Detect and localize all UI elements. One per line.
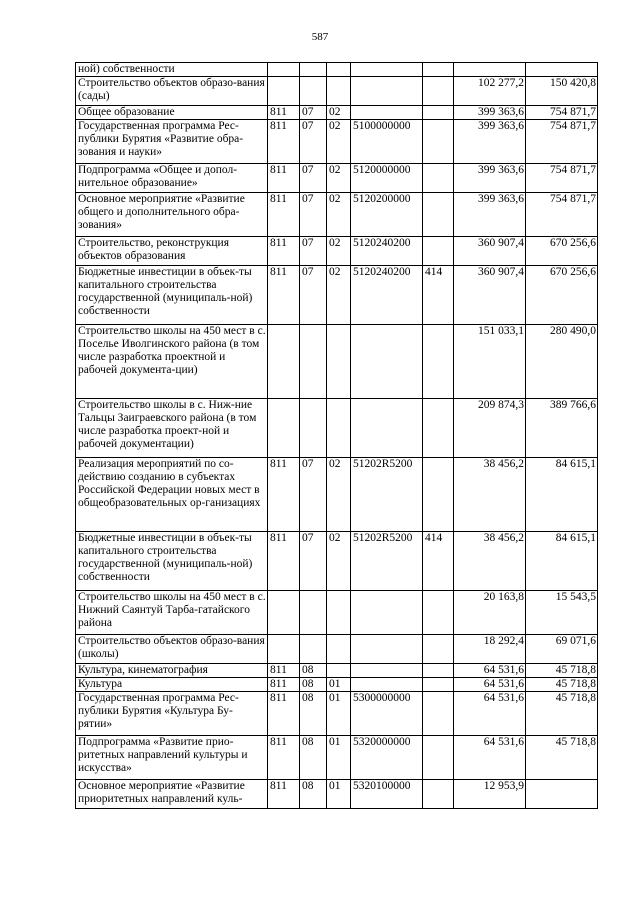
section-code: 07 bbox=[300, 193, 327, 237]
subsection-code: 02 bbox=[327, 164, 351, 193]
item-name: Реализация мероприятий по со-действию созданию в субъектах Российской Федерации новых мест в общеобразовательных ор-ганизациях bbox=[76, 458, 268, 532]
item-name: Строительство, реконструкция объектов образования bbox=[76, 237, 268, 266]
amount-year-1: 399 363,6 bbox=[454, 106, 526, 120]
target-article-code: 5320100000 bbox=[351, 780, 423, 809]
item-name: Подпрограмма «Развитие прио-ритетных направлений культуры и искусства» bbox=[76, 736, 268, 780]
ministry-code bbox=[268, 325, 300, 399]
section-code: 08 bbox=[300, 678, 327, 692]
target-article-code bbox=[351, 63, 423, 77]
section-code bbox=[300, 635, 327, 664]
ministry-code: 811 bbox=[268, 193, 300, 237]
subsection-code: 02 bbox=[327, 266, 351, 325]
item-name: Бюджетные инвестиции в объек-ты капитального строительства государственной (муниципаль-ной) собственности bbox=[76, 532, 268, 591]
target-article-code bbox=[351, 635, 423, 664]
amount-year-2: 45 718,8 bbox=[526, 736, 598, 780]
section-code: 07 bbox=[300, 458, 327, 532]
amount-year-1: 360 907,4 bbox=[454, 266, 526, 325]
table-row bbox=[76, 458, 598, 532]
item-name: Государственная программа Рес-публики Бурятия «Развитие обра-зования и науки» bbox=[76, 120, 268, 164]
subsection-code bbox=[327, 635, 351, 664]
expense-type-code: 414 bbox=[423, 266, 454, 325]
section-code: 07 bbox=[300, 237, 327, 266]
item-name: Основное мероприятие «Развитие общего и дополнительного обра-зования» bbox=[76, 193, 268, 237]
section-code: 08 bbox=[300, 664, 327, 678]
table-row bbox=[76, 193, 598, 237]
amount-year-1: 12 953,9 bbox=[454, 780, 526, 809]
table-row bbox=[76, 780, 598, 809]
ministry-code: 811 bbox=[268, 664, 300, 678]
table-row bbox=[76, 120, 598, 164]
section-code bbox=[300, 77, 327, 106]
subsection-code: 02 bbox=[327, 106, 351, 120]
ministry-code bbox=[268, 63, 300, 77]
target-article-code bbox=[351, 325, 423, 399]
item-name: Культура bbox=[76, 678, 268, 692]
item-name: Строительство школы на 450 мест в с. Поселье Иволгинского района (в том числе разработка проектной и рабочей документа-ции) bbox=[76, 325, 268, 399]
amount-year-1: 64 531,6 bbox=[454, 736, 526, 780]
subsection-code: 02 bbox=[327, 120, 351, 164]
amount-year-2: 754 871,7 bbox=[526, 164, 598, 193]
subsection-code: 01 bbox=[327, 780, 351, 809]
amount-year-2: 15 543,5 bbox=[526, 591, 598, 635]
section-code: 07 bbox=[300, 120, 327, 164]
ministry-code: 811 bbox=[268, 164, 300, 193]
ministry-code: 811 bbox=[268, 120, 300, 164]
expense-type-code bbox=[423, 591, 454, 635]
table-row bbox=[76, 736, 598, 780]
table-row bbox=[76, 266, 598, 325]
amount-year-2: 754 871,7 bbox=[526, 193, 598, 237]
target-article-code bbox=[351, 591, 423, 635]
expense-type-code bbox=[423, 458, 454, 532]
item-name: Строительство школы в с. Ниж-ние Тальцы Заиграевского района (в том числе разработка проект-ной и рабочей документации) bbox=[76, 399, 268, 458]
section-code bbox=[300, 63, 327, 77]
ministry-code bbox=[268, 635, 300, 664]
amount-year-2: 389 766,6 bbox=[526, 399, 598, 458]
expense-type-code bbox=[423, 736, 454, 780]
subsection-code bbox=[327, 591, 351, 635]
table-row bbox=[76, 164, 598, 193]
amount-year-1: 399 363,6 bbox=[454, 164, 526, 193]
amount-year-2: 84 615,1 bbox=[526, 458, 598, 532]
subsection-code: 01 bbox=[327, 692, 351, 736]
target-article-code: 5300000000 bbox=[351, 692, 423, 736]
amount-year-1: 399 363,6 bbox=[454, 120, 526, 164]
section-code: 08 bbox=[300, 736, 327, 780]
amount-year-2: 69 071,6 bbox=[526, 635, 598, 664]
table-row bbox=[76, 532, 598, 591]
expense-type-code bbox=[423, 664, 454, 678]
amount-year-2: 45 718,8 bbox=[526, 664, 598, 678]
amount-year-2 bbox=[526, 780, 598, 809]
subsection-code bbox=[327, 63, 351, 77]
table-row bbox=[76, 63, 598, 77]
amount-year-1: 102 277,2 bbox=[454, 77, 526, 106]
target-article-code: 51202R5200 bbox=[351, 532, 423, 591]
expense-type-code bbox=[423, 193, 454, 237]
expense-type-code bbox=[423, 63, 454, 77]
table-row bbox=[76, 399, 598, 458]
amount-year-2: 670 256,6 bbox=[526, 266, 598, 325]
subsection-code bbox=[327, 399, 351, 458]
ministry-code: 811 bbox=[268, 532, 300, 591]
table-row bbox=[76, 678, 598, 692]
amount-year-1: 399 363,6 bbox=[454, 193, 526, 237]
expense-type-code bbox=[423, 692, 454, 736]
table-row bbox=[76, 664, 598, 678]
subsection-code: 02 bbox=[327, 532, 351, 591]
ministry-code bbox=[268, 399, 300, 458]
ministry-code: 811 bbox=[268, 237, 300, 266]
amount-year-1 bbox=[454, 63, 526, 77]
table-row bbox=[76, 237, 598, 266]
subsection-code bbox=[327, 325, 351, 399]
target-article-code: 5120240200 bbox=[351, 266, 423, 325]
page-number: 587 bbox=[311, 31, 329, 43]
amount-year-2: 84 615,1 bbox=[526, 532, 598, 591]
section-code bbox=[300, 325, 327, 399]
amount-year-2: 754 871,7 bbox=[526, 120, 598, 164]
amount-year-1: 20 163,8 bbox=[454, 591, 526, 635]
target-article-code bbox=[351, 399, 423, 458]
budget-table bbox=[75, 62, 598, 809]
expense-type-code bbox=[423, 325, 454, 399]
subsection-code: 02 bbox=[327, 193, 351, 237]
table-row bbox=[76, 591, 598, 635]
amount-year-1: 151 033,1 bbox=[454, 325, 526, 399]
expense-type-code bbox=[423, 120, 454, 164]
target-article-code: 5120000000 bbox=[351, 164, 423, 193]
item-name: Общее образование bbox=[76, 106, 268, 120]
amount-year-1: 64 531,6 bbox=[454, 664, 526, 678]
item-name: Строительство объектов образо-вания (сады) bbox=[76, 77, 268, 106]
table-row bbox=[76, 635, 598, 664]
expense-type-code bbox=[423, 164, 454, 193]
expense-type-code bbox=[423, 399, 454, 458]
amount-year-2: 150 420,8 bbox=[526, 77, 598, 106]
target-article-code bbox=[351, 664, 423, 678]
section-code: 07 bbox=[300, 164, 327, 193]
expense-type-code bbox=[423, 77, 454, 106]
target-article-code: 5100000000 bbox=[351, 120, 423, 164]
expense-type-code bbox=[423, 635, 454, 664]
section-code bbox=[300, 591, 327, 635]
subsection-code bbox=[327, 77, 351, 106]
target-article-code bbox=[351, 106, 423, 120]
amount-year-2: 754 871,7 bbox=[526, 106, 598, 120]
target-article-code bbox=[351, 678, 423, 692]
amount-year-1: 38 456,2 bbox=[454, 458, 526, 532]
section-code bbox=[300, 399, 327, 458]
subsection-code bbox=[327, 664, 351, 678]
item-name: Основное мероприятие «Развитие приоритетных направлений куль- bbox=[76, 780, 268, 809]
item-name: Бюджетные инвестиции в объек-ты капитального строительства государственной (муниципаль-ной) собственности bbox=[76, 266, 268, 325]
expense-type-code bbox=[423, 106, 454, 120]
ministry-code: 811 bbox=[268, 266, 300, 325]
section-code: 08 bbox=[300, 692, 327, 736]
target-article-code: 5120200000 bbox=[351, 193, 423, 237]
expense-type-code bbox=[423, 780, 454, 809]
ministry-code: 811 bbox=[268, 736, 300, 780]
section-code: 07 bbox=[300, 266, 327, 325]
subsection-code: 02 bbox=[327, 237, 351, 266]
ministry-code: 811 bbox=[268, 678, 300, 692]
item-name: Строительство объектов образо-вания (школы) bbox=[76, 635, 268, 664]
ministry-code: 811 bbox=[268, 692, 300, 736]
target-article-code: 5120240200 bbox=[351, 237, 423, 266]
amount-year-1: 360 907,4 bbox=[454, 237, 526, 266]
item-name: ной) собственности bbox=[76, 63, 268, 77]
item-name: Культура, кинематография bbox=[76, 664, 268, 678]
item-name: Подпрограмма «Общее и допол-нительное образование» bbox=[76, 164, 268, 193]
subsection-code: 01 bbox=[327, 736, 351, 780]
target-article-code: 51202R5200 bbox=[351, 458, 423, 532]
amount-year-2: 280 490,0 bbox=[526, 325, 598, 399]
subsection-code: 01 bbox=[327, 678, 351, 692]
expense-type-code bbox=[423, 237, 454, 266]
section-code: 07 bbox=[300, 106, 327, 120]
amount-year-2: 670 256,6 bbox=[526, 237, 598, 266]
amount-year-2: 45 718,8 bbox=[526, 678, 598, 692]
table-row bbox=[76, 106, 598, 120]
ministry-code: 811 bbox=[268, 458, 300, 532]
item-name: Государственная программа Рес-публики Бурятия «Культура Бу-рятии» bbox=[76, 692, 268, 736]
ministry-code bbox=[268, 77, 300, 106]
amount-year-1: 64 531,6 bbox=[454, 692, 526, 736]
section-code: 08 bbox=[300, 780, 327, 809]
table-row bbox=[76, 325, 598, 399]
table-body bbox=[76, 63, 598, 809]
table-row bbox=[76, 77, 598, 106]
amount-year-1: 209 874,3 bbox=[454, 399, 526, 458]
ministry-code bbox=[268, 591, 300, 635]
subsection-code: 02 bbox=[327, 458, 351, 532]
target-article-code bbox=[351, 77, 423, 106]
expense-type-code bbox=[423, 678, 454, 692]
table-row bbox=[76, 692, 598, 736]
amount-year-1: 38 456,2 bbox=[454, 532, 526, 591]
amount-year-1: 64 531,6 bbox=[454, 678, 526, 692]
ministry-code: 811 bbox=[268, 780, 300, 809]
item-name: Строительство школы на 450 мест в с. Нижний Саянтуй Тарба-гатайского района bbox=[76, 591, 268, 635]
target-article-code: 5320000000 bbox=[351, 736, 423, 780]
amount-year-2: 45 718,8 bbox=[526, 692, 598, 736]
ministry-code: 811 bbox=[268, 106, 300, 120]
expense-type-code: 414 bbox=[423, 532, 454, 591]
amount-year-2 bbox=[526, 63, 598, 77]
amount-year-1: 18 292,4 bbox=[454, 635, 526, 664]
section-code: 07 bbox=[300, 532, 327, 591]
